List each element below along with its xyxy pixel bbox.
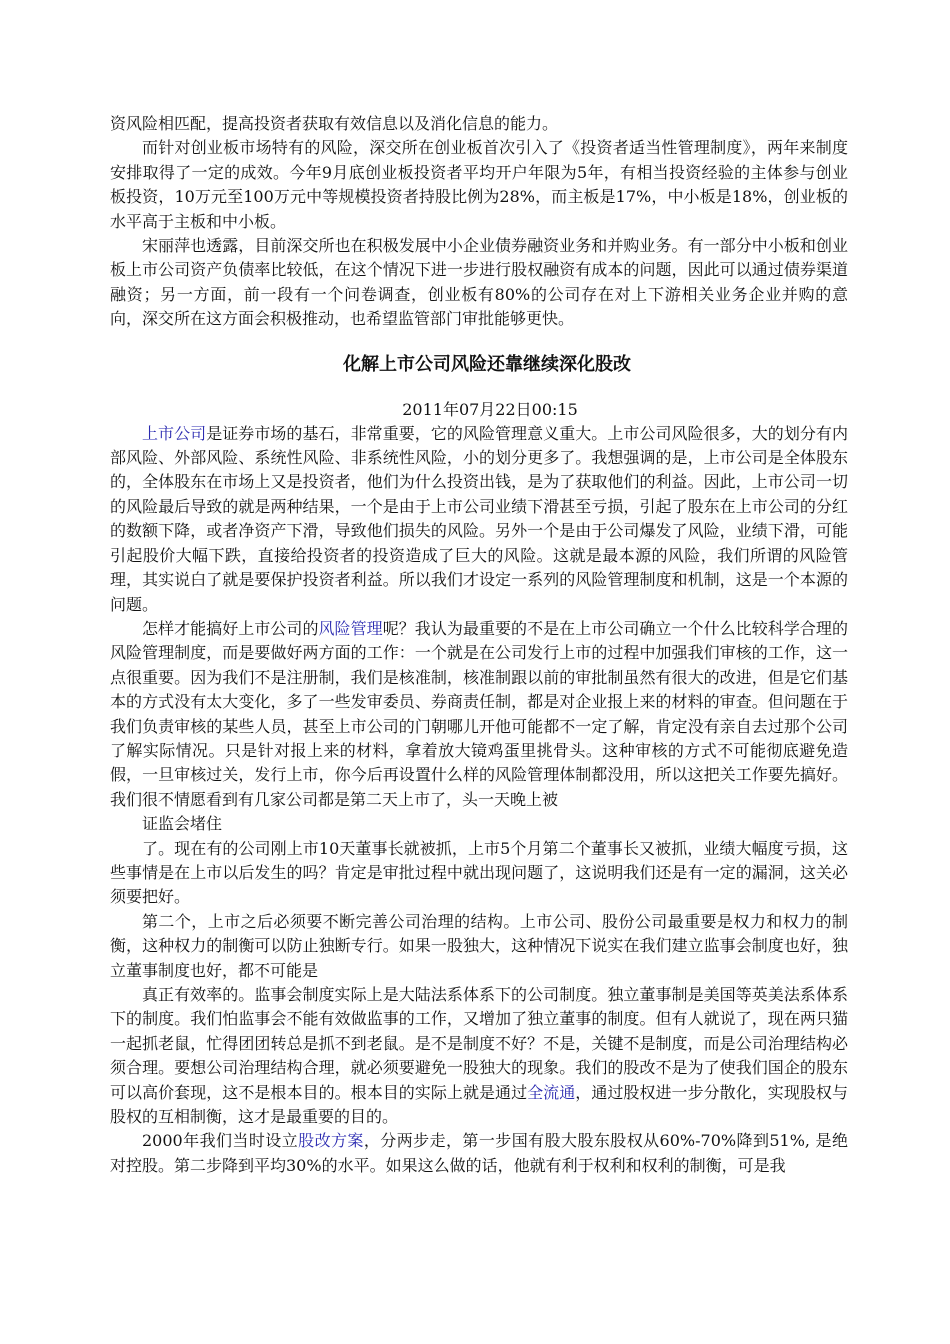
paragraph-text: 怎样才能搞好上市公司的: [142, 618, 319, 638]
paragraph-text: 第二个，上市之后必须要不断完善公司治理的结构。上市公司、股份公司最重要是权力和权力的制衡，这种权力的制衡可以防止独断专行。如果一股独大，这种情况下说实在我们建立监事会制度也好，独立董事制度也好，都不可能是: [110, 911, 848, 980]
inline-link[interactable]: 风险管理: [318, 618, 383, 638]
article-body: [110, 422, 848, 1179]
paragraph: [110, 234, 848, 332]
paragraph: [110, 422, 848, 617]
paragraph: [110, 910, 848, 983]
intro-section: [110, 112, 848, 332]
paragraph-text: 是证券市场的基石，非常重要，它的风险管理意义重大。上市公司风险很多，大的划分有内部风险、外部风险、系统性风险、非系统性风险，小的划分更多了。我想强调的是，上市公司是全体股东的，全体股东在市场上又是投资者，他们为什么投资出钱，是为了获取他们的利益。因此，上市公司一切的风险最后导致的就是两种结果，一个是由于上市公司业绩下滑甚至亏损，引起了股东在上市公司的分红的数额下降，或者净资产下滑，导致他们损失的风险。另外一个是由于公司爆发了风险，业绩下滑，可能引起股价大幅下跌，直接给投资者的投资造成了巨大的风险。这就是最本源的风险，我们所谓的风险管理，其实说白了就是要保护投资者利益。所以我们才设定一系列的风险管理制度和机制，这是一个本源的问题。: [110, 423, 848, 614]
article-title: 化解上市公司风险还靠继续深化股改: [343, 353, 631, 375]
paragraph-text: ，分两步走，第一步国有股大股东股权从60%-70%降到51%, 是绝对控股。第二步降到平均30%的水平。如果这么做的话，他就有利于权利和权利的制衡，可是我: [110, 1131, 848, 1175]
paragraph: [110, 812, 848, 836]
paragraph-text: 资风险相匹配，提高投资者获取有效信息以及消化信息的能力。: [110, 114, 559, 133]
inline-link[interactable]: 上市公司: [142, 423, 207, 443]
inline-link[interactable]: 全流通: [527, 1082, 576, 1102]
paragraph-text: 而针对创业板市场特有的风险，深交所在创业板首次引入了《投资者适当性管理制度》，两年来制度安排取得了一定的成效。今年9月底创业板投资者平均开户年限为5年，有相当投资经验的主体参与创业板投资，10万元至100万元中等规模投资者持股比例为28%，而主板是17%，中小板是18%，创业板的水平高于主板和中小板。: [110, 138, 848, 231]
paragraph: [110, 617, 848, 812]
article-date: 2011年07月22日00:15: [402, 399, 578, 419]
paragraph: [110, 1129, 848, 1178]
paragraph: [110, 837, 848, 910]
paragraph-text: 2000年我们当时设立: [142, 1131, 299, 1151]
paragraph-text: ，通过股权进一步分散化，实现股权与股权的互相制衡，这才是最重要的目的。: [110, 1082, 848, 1127]
paragraph: [110, 983, 848, 1129]
paragraph-text: 证监会堵住: [142, 814, 223, 834]
paragraph-text: 真正有效率的。监事会制度实际上是大陆法系体系下的公司制度。独立董事制是美国等英美法系体系下的制度。我们怕监事会不能有效做监事的工作，又增加了独立董事的制度。但有人就说了，现在两只猫一起抓老鼠，忙得团团转总是抓不到老鼠。是不是制度不好？不是，关键不是制度，而是公司治理结构必须合理。要想公司治理结构合理，就必须要避免一股独大的现象。我们的股改不是为了使我们国企的股东可以高价套现，这不是根本目的。根本目的实际上就是通过: [110, 985, 848, 1102]
inline-link[interactable]: 股改方案: [298, 1131, 364, 1151]
paragraph-text: 宋丽萍也透露，目前深交所也在积极发展中小企业债券融资业务和并购业务。有一部分中小板和创业板上市公司资产负债率比较低，在这个情况下进一步进行股权融资有成本的问题，因此可以通过债券渠道融资；另一方面，前一段有一个问卷调查，创业板有80%的公司存在对上下游相关业务企业并购的意向，深交所在这方面会积极推动，也希望监管部门审批能够更快。: [110, 236, 848, 329]
paragraph: [110, 136, 848, 234]
document-page: [110, 112, 848, 1178]
paragraph-text: 呢？我认为最重要的不是在上市公司确立一个什么比较科学合理的风险管理制度，而是要做好两方面的工作：一个就是在公司发行上市的过程中加强我们审核的工作，这一点很重要。因为我们不是注册制，我们是核准制，核准制跟以前的审批制虽然有很大的改进，但是它们基本的方式没有太大变化，多了一些发审委员、券商责任制，都是对企业报上来的材料的审查。但问题在于我们负责审核的某些人员，甚至上市公司的门朝哪儿开他可能都不一定了解，肯定没有亲自去过那个公司了解实际情况。只是针对报上来的材料，拿着放大镜鸡蛋里挑骨头。这种审核的方式不可能彻底避免造假，一旦审核过关，发行上市，你今后再设置什么样的风险管理体制都没用，所以这把关工作要先搞好。我们很不情愿看到有几家公司都是第二天上市了，头一天晚上被: [110, 618, 848, 809]
paragraph: [110, 112, 848, 136]
paragraph-text: 了。现在有的公司刚上市10天董事长就被抓，上市5个月第二个董事长又被抓，业绩大幅度亏损，这些事情是在上市以后发生的吗？肯定是审批过程中就出现问题了，这说明我们还是有一定的漏洞，这关必须要把好。: [110, 838, 848, 907]
